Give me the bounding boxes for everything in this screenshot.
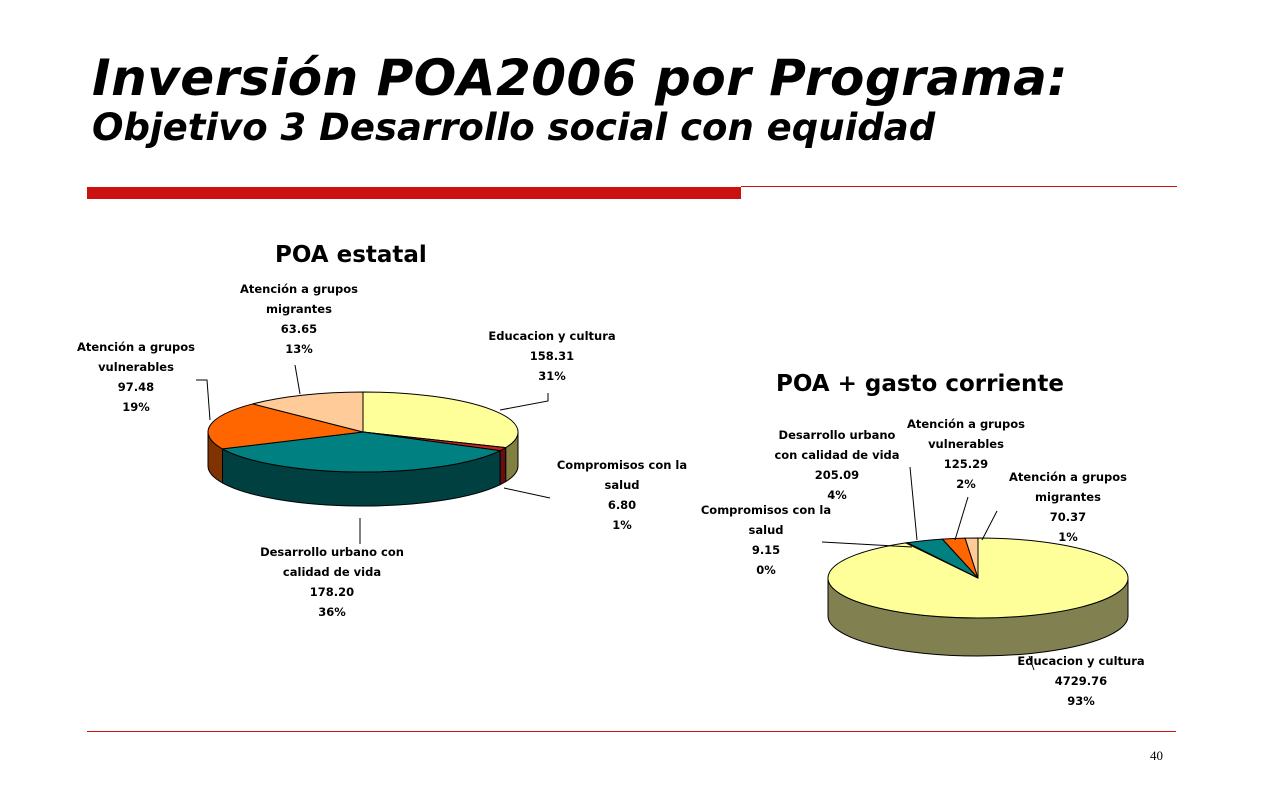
slice-category-label: migrantes (266, 302, 332, 316)
title-line-2: Objetivo 3 Desarrollo social con equidad (92, 105, 936, 149)
slice-percent-label: 1% (1058, 530, 1078, 544)
slice-value-label: 97.48 (117, 380, 155, 394)
slice-category-label: con calidad de vida (774, 448, 900, 462)
leader-line-1 (500, 393, 548, 410)
chart-2-title: POA + gasto corriente (776, 371, 1064, 397)
slice-category-label: Educacion y cultura (488, 329, 616, 343)
slice-category-label: Atención a grupos (76, 340, 196, 354)
slice-category-label: Atención a grupos (1008, 470, 1128, 484)
leader-line-4 (955, 497, 968, 540)
slice-percent-label: 19% (122, 400, 150, 414)
slice-category-label: Compromisos con la (556, 458, 688, 472)
pie-chart-1 (77, 282, 687, 619)
slice-value-label: 9.15 (751, 543, 781, 557)
data-label-5 (1009, 470, 1127, 544)
data-label-3 (774, 428, 899, 502)
leader-line-5 (295, 365, 300, 394)
footer-rule (87, 731, 1176, 732)
slice-value-label: 63.65 (280, 322, 318, 336)
slice-percent-label: 1% (612, 518, 632, 532)
title-line-1: Inversión POA2006 por Programa: (92, 49, 1068, 107)
slice-value-label: 4729.76 (1054, 674, 1108, 688)
slice-percent-label: 93% (1067, 694, 1095, 708)
slice-category-label: Compromisos con la (700, 503, 832, 517)
slice-category-label: salud (604, 478, 640, 492)
slice-percent-label: 13% (285, 342, 313, 356)
data-label-2 (701, 503, 831, 577)
slice-percent-label: 0% (756, 563, 776, 577)
leader-line-5 (982, 511, 997, 540)
slice-category-label: vulnerables (98, 360, 174, 374)
slice-category-label: Atención a grupos (906, 417, 1026, 431)
slice-category-label: salud (748, 523, 784, 537)
slice-value-label: 6.80 (607, 498, 637, 512)
data-label-4 (907, 417, 1025, 491)
slice-category-label: vulnerables (928, 437, 1004, 451)
data-label-5 (240, 282, 358, 356)
pie-chart-2 (701, 417, 1145, 708)
pie-side-2 (500, 448, 506, 485)
slice-percent-label: 36% (318, 605, 346, 619)
slice-value-label: 125.29 (943, 457, 989, 471)
slice-category-label: migrantes (1035, 490, 1101, 504)
chart-1-title: POA estatal (275, 242, 427, 268)
leader-line-4 (196, 380, 210, 420)
slice-category-label: Educacion y cultura (1017, 654, 1145, 668)
slice-category-label: Desarrollo urbano con (260, 545, 404, 559)
data-label-1 (1017, 654, 1144, 708)
leader-line-2 (504, 488, 550, 498)
data-label-3 (260, 545, 404, 619)
slice-value-label: 205.09 (814, 468, 860, 482)
slice-value-label: 158.31 (529, 349, 575, 363)
slice-value-label: 70.37 (1049, 510, 1087, 524)
data-label-1 (488, 329, 615, 383)
data-label-2 (557, 458, 687, 532)
page-number: 40 (1150, 748, 1163, 763)
slice-percent-label: 2% (956, 477, 976, 491)
slice-category-label: Desarrollo urbano (778, 428, 896, 442)
slice-percent-label: 31% (538, 369, 566, 383)
leader-line-3 (910, 467, 917, 540)
slice-value-label: 178.20 (309, 585, 355, 599)
slice-category-label: Atención a grupos (239, 282, 359, 296)
slice-category-label: calidad de vida (282, 565, 382, 579)
data-label-4 (77, 340, 195, 414)
slice-percent-label: 4% (827, 488, 847, 502)
